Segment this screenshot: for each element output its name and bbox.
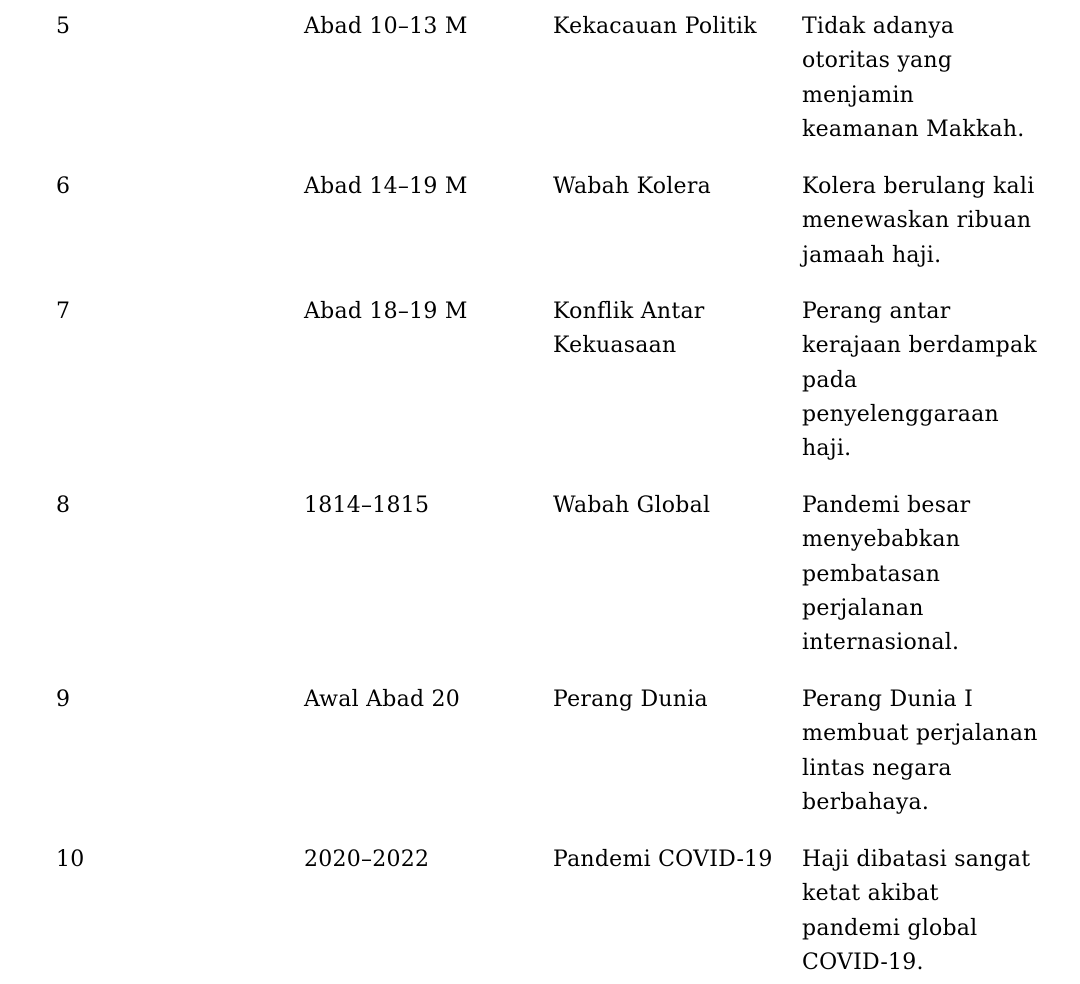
row-period: Abad 10–13 M	[304, 14, 468, 39]
row-impact: Tidak adanya otoritas yang menjamin keamanan Makkah.	[802, 14, 1025, 142]
row-period: 2020–2022	[304, 847, 430, 872]
row-event: Kekacauan Politik	[553, 14, 757, 39]
row-impact: Pandemi besar menyebabkan pembatasan perjalanan internasional.	[802, 493, 971, 656]
row-period: 1814–1815	[304, 493, 430, 518]
row-impact: Haji dibatasi sangat ketat akibat pandemi global COVID-19.	[802, 847, 1031, 975]
row-event: Perang Dunia	[553, 687, 708, 712]
row-period: Awal Abad 20	[304, 687, 461, 712]
row-impact: Perang Dunia I membuat perjalanan lintas negara berbahaya.	[802, 687, 1038, 815]
row-period: Abad 18–19 M	[304, 299, 468, 324]
row-number: 10	[56, 847, 85, 872]
row-number: 9	[56, 687, 71, 712]
row-event: Wabah Global	[553, 493, 711, 518]
row-impact: Perang antar kerajaan berdampak pada penyelenggaraan haji.	[802, 299, 1037, 462]
row-event: Pandemi COVID-19	[553, 847, 773, 872]
row-number: 5	[56, 14, 71, 39]
row-impact: Kolera berulang kali menewaskan ribuan jamaah haji.	[802, 174, 1035, 268]
row-period: Abad 14–19 M	[304, 174, 468, 199]
row-number: 7	[56, 299, 71, 324]
row-number: 6	[56, 174, 71, 199]
row-event: Konflik Antar Kekuasaan	[553, 299, 705, 359]
row-event: Wabah Kolera	[553, 174, 711, 199]
row-number: 8	[56, 493, 71, 518]
